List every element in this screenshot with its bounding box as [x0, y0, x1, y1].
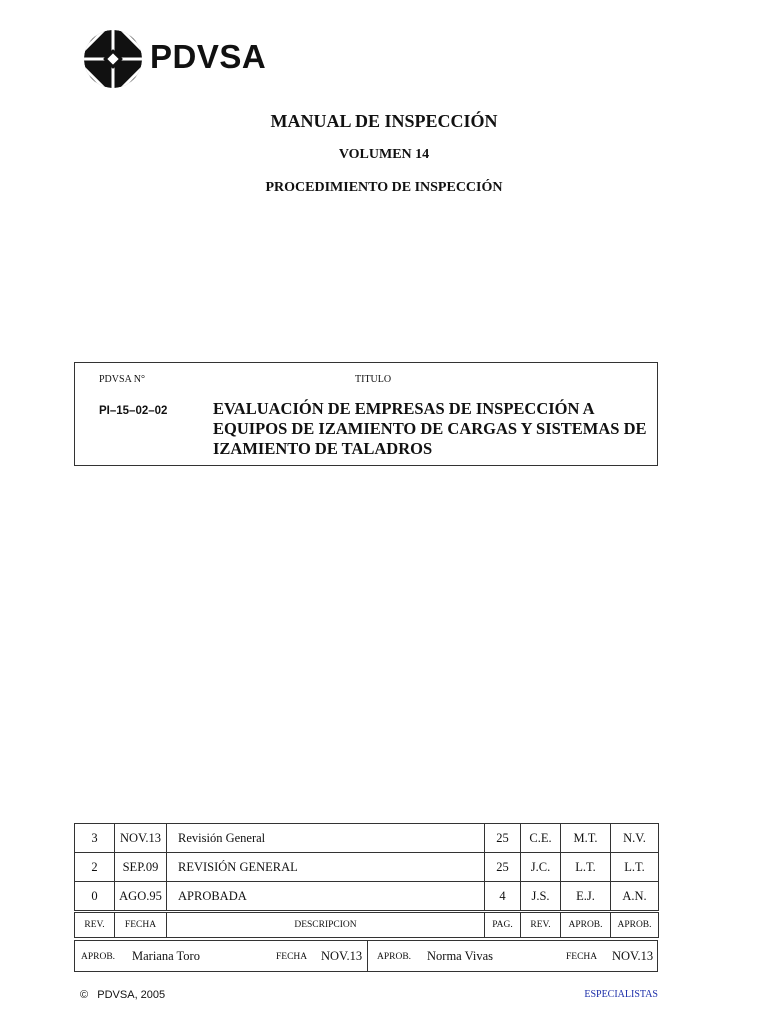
pdvsa-x-logo-icon — [84, 30, 142, 88]
revision-pages: 25 — [485, 824, 521, 853]
manual-title: MANUAL DE INSPECCIÓN — [270, 111, 498, 131]
copyright-icon: © — [80, 989, 89, 1001]
revision-approver-2: L.T. — [611, 853, 659, 882]
volume-title: VOLUMEN 14 — [338, 147, 430, 162]
revision-description: Revisión General — [167, 824, 485, 853]
approval-left-date-label: FECHA — [276, 952, 308, 962]
revision-row — [75, 853, 659, 882]
header-rev-by: REV. — [521, 912, 561, 938]
revision-pages: 25 — [485, 853, 521, 882]
revision-approver-2: N.V. — [611, 824, 659, 853]
revision-approver-1: L.T. — [561, 853, 611, 882]
header-descripcion: DESCRIPCION — [167, 912, 485, 938]
approval-left-label: APROB. — [81, 952, 116, 962]
approval-left — [75, 941, 368, 971]
header-fecha: FECHA — [115, 912, 167, 938]
approval-right-name: Norma Vivas — [427, 949, 494, 963]
approval-right-date: NOV.13 — [612, 949, 654, 963]
revision-approver-1: M.T. — [561, 824, 611, 853]
revision-description: APROBADA — [167, 882, 485, 912]
approval-left-date: NOV.13 — [321, 949, 363, 963]
revision-number: 2 — [75, 853, 115, 882]
header-pag: PAG. — [485, 912, 521, 938]
document-number: PI–15–02–02 — [99, 405, 168, 417]
document-title: EVALUACIÓN DE EMPRESAS DE INSPECCIÓN A EQUIPOS DE IZAMIENTO DE CARGAS Y SISTEMAS DE IZAMIENTO DE TALADROS — [213, 399, 647, 458]
revision-approver-2: A.N. — [611, 882, 659, 912]
pdvsa-logo — [84, 30, 284, 90]
especialistas-link[interactable]: ESPECIALISTAS — [584, 989, 658, 1000]
approval-left-name: Mariana Toro — [132, 949, 200, 963]
header-aprob-2: APROB. — [611, 912, 659, 938]
approval-right-date-label: FECHA — [566, 952, 598, 962]
revision-pages: 4 — [485, 882, 521, 912]
copyright — [80, 989, 165, 1001]
document-number-label: PDVSA N° — [99, 374, 145, 385]
header-rev: REV. — [75, 912, 115, 938]
revision-number: 0 — [75, 882, 115, 912]
header-aprob-1: APROB. — [561, 912, 611, 938]
revision-date: AGO.95 — [115, 882, 167, 912]
document-title-label: TITULO — [355, 374, 392, 385]
copyright-text: PDVSA, 2005 — [97, 989, 166, 1001]
revision-table — [74, 823, 659, 938]
revision-reviewer: J.S. — [521, 882, 561, 912]
revision-date: SEP.09 — [115, 853, 167, 882]
revision-row — [75, 882, 659, 912]
revision-date: NOV.13 — [115, 824, 167, 853]
revision-approver-1: E.J. — [561, 882, 611, 912]
revision-row — [75, 824, 659, 853]
approval-right — [368, 941, 658, 971]
procedure-title: PROCEDIMIENTO DE INSPECCIÓN — [265, 180, 503, 195]
revision-reviewer: J.C. — [521, 853, 561, 882]
approval-strip — [74, 940, 658, 972]
revision-number: 3 — [75, 824, 115, 853]
revision-header-row — [75, 912, 659, 938]
approval-right-label: APROB. — [377, 952, 412, 962]
revision-description: REVISIÓN GENERAL — [167, 853, 485, 882]
brand-name: PDVSA — [150, 38, 267, 75]
revision-reviewer: C.E. — [521, 824, 561, 853]
document-title-box — [74, 362, 658, 466]
